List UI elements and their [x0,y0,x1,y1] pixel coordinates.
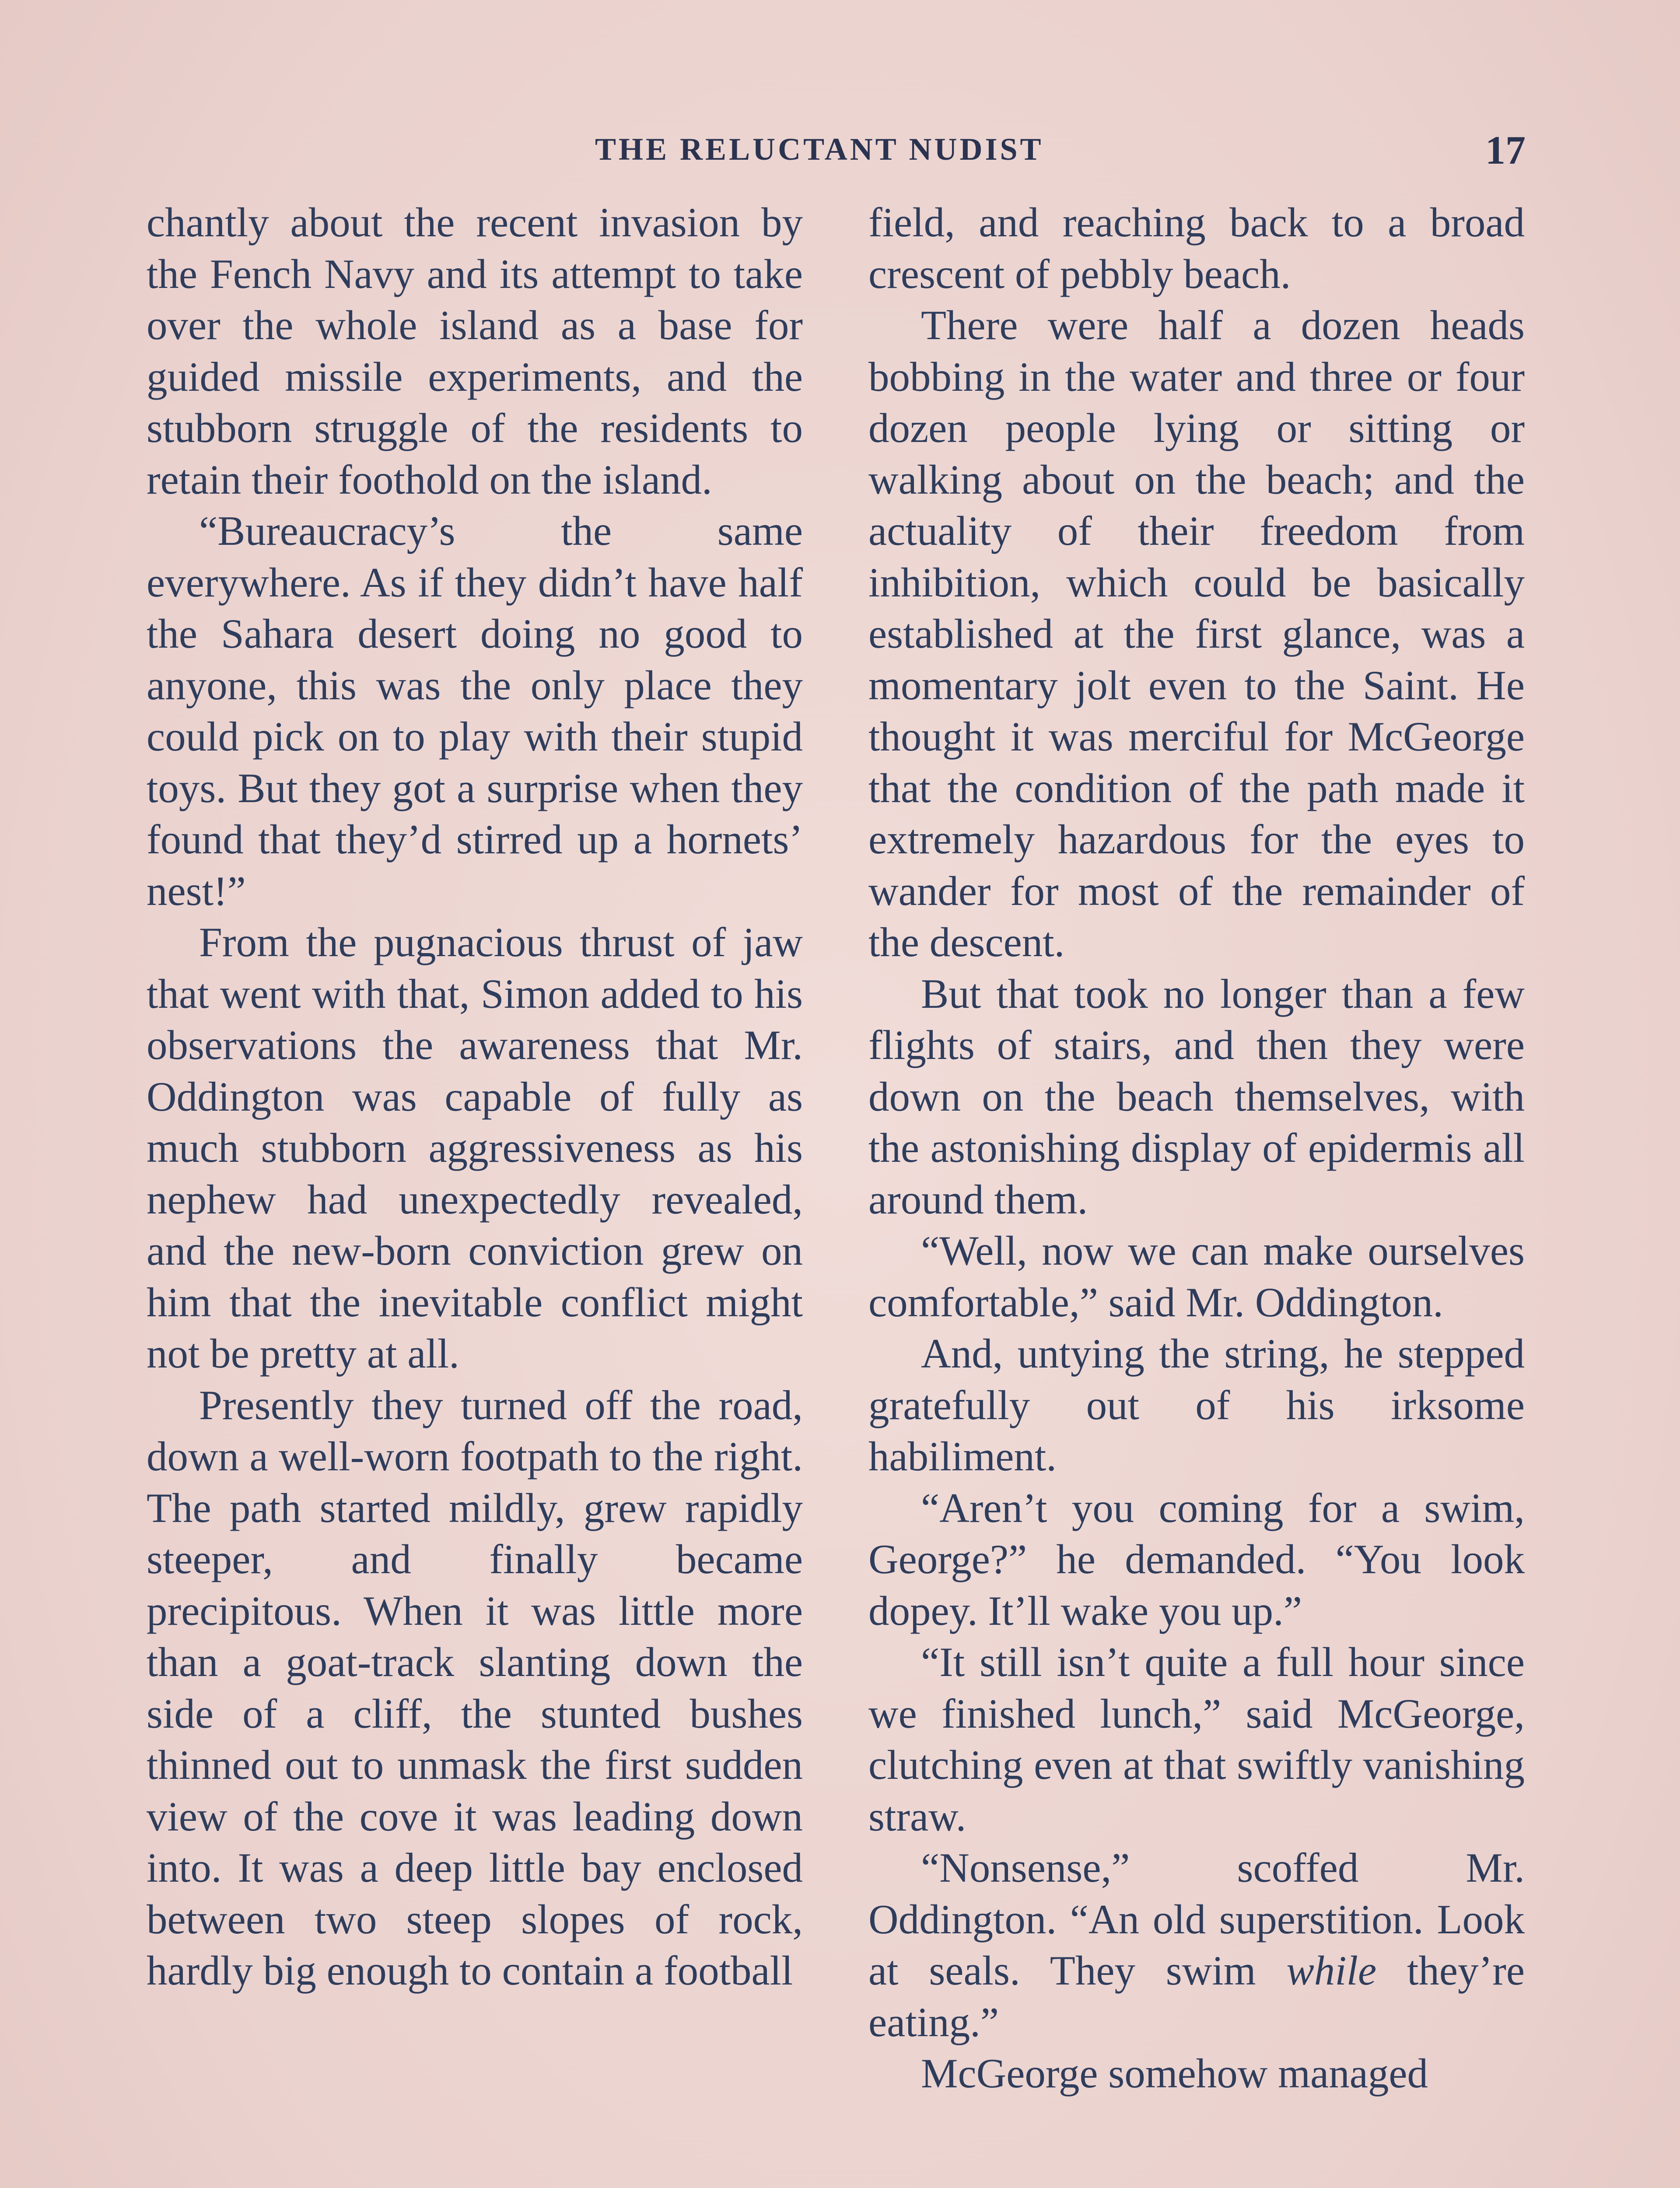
paragraph: “Aren’t you coming for a swim, George?” he demanded. “You look dopey. It’ll wake you up.” [868,1484,1525,1634]
paragraph: From the pugnacious thrust of jaw that went with that, Simon added to his observations the awareness that Mr. Oddington was capable of fully as much stubborn aggressiveness as his nephew had unexpectedly revealed, and the new-born conviction grew on him that the inevitable conflict might not be pretty at all. [147,919,803,1377]
running-title: THE RELUCTANT NUDIST [595,132,1044,167]
text-run: they’re eating.” [868,1947,1525,2045]
text-run: “Nonsense,” scoffed Mr. Oddington. “An old superstition. Look at seals. They swim [868,1844,1525,1994]
left-column [147,197,803,1997]
paragraph: field, and reaching back to a broad crescent of pebbly beach. [868,199,1525,297]
paragraph [868,1842,1525,2048]
paragraph: McGeorge somehow managed [921,2050,1428,2097]
paragraph: “Bureaucracy’s the same everywhere. As if they didn’t have half the Sahara desert doing no good to anyone, this was the only place they could pick on to play with their stupid toys. But they got a surprise when they found that they’d stirred up a hornets’ nest!” [147,508,803,914]
paragraph: “Well, now we can make ourselves comfortable,” said Mr. Oddington. [868,1227,1525,1325]
paragraph: But that took no longer than a few flights of stairs, and then they were down on the beach themselves, with the astonishing display of epidermis all around them. [868,970,1525,1223]
right-column [868,197,1525,2100]
paragraph: And, untying the string, he stepped gratefully out of his irksome habiliment. [868,1330,1525,1480]
paragraph: There were half a dozen heads bobbing in the water and three or four dozen people lying or sitting or walking about on the beach; and the actuality of their freedom from inhibition, which could be basically established at the first glance, was a momentary jolt even to the Saint. He thought it was merciful for McGeorge that the condition of the path made it extremely hazardous for the eyes to wander for most of the remainder of the descent. [868,302,1525,965]
page-number: 17 [1485,128,1526,172]
paragraph: chantly about the recent invasion by the Fench Navy and its attempt to take over the whole island as a base for guided missile experiments, and the stubborn struggle of the residents to retain their foothold on the island. [147,199,803,503]
emphasis: while [1286,1947,1377,1994]
paragraph: “It still isn’t quite a full hour since we finished lunch,” said McGeorge, clutching even at that swiftly vanishing straw. [868,1639,1525,1840]
paragraph: Presently they turned off the road, down a well-worn footpath to the right. The path started mildly, grew rapidly steeper, and finally became precipitous. When it was little more than a goat-track slanting down the side of a cliff, the stunted bushes thinned out to unmask the first sudden view of the cove it was leading down into. It was a deep little bay enclosed between two steep slopes of rock, hardly big enough to contain a football [147,1382,803,1994]
